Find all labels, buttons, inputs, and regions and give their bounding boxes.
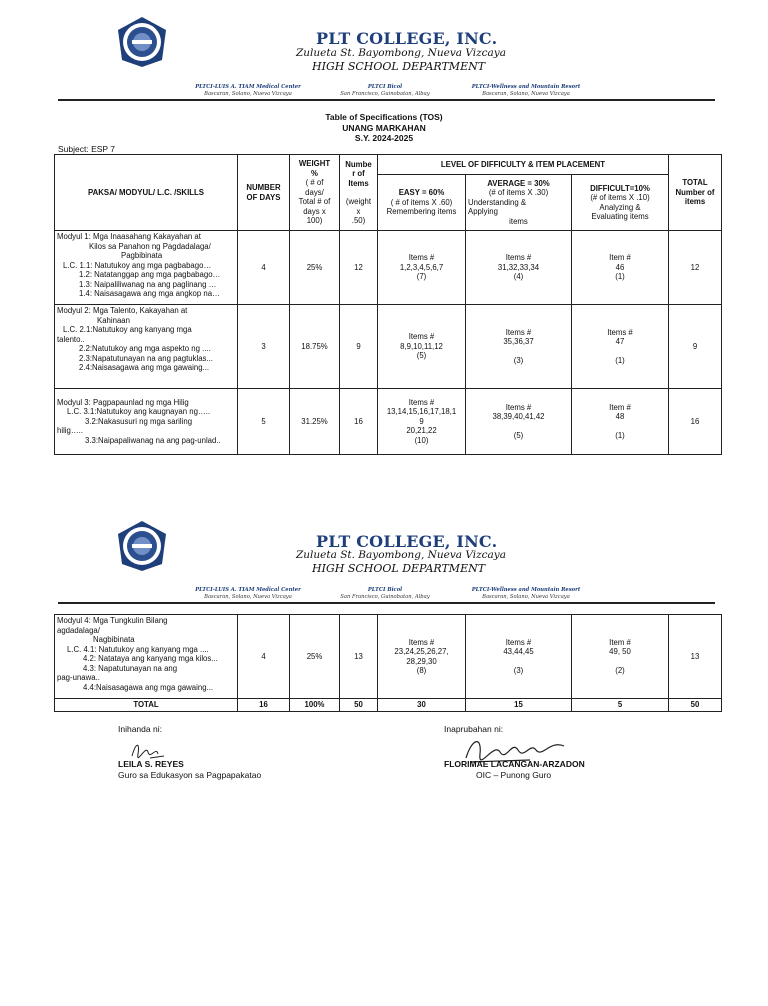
table-row-total (55, 699, 722, 712)
difficult-cell: Items # 47 (1) (572, 305, 669, 389)
tos-heading (0, 112, 768, 144)
table-row-modyul-4 (55, 615, 722, 699)
tos-table-part-1 (54, 154, 722, 455)
college-name: PLT COLLEGE, INC. (316, 532, 498, 551)
easy-cell: Items # 23,24,25,26,27, 28,29,30 (8) (378, 615, 466, 699)
difficult-cell: Item # 49, 50 (2) (572, 615, 669, 699)
table-row-modyul-2 (55, 305, 722, 389)
difficult-cell: Item # 46 (1) (572, 231, 669, 305)
col-difficult-header: DIFFICULT=10% (# of items X .10) Analyzing & Evaluating items (572, 175, 669, 231)
col-easy-header: EASY = 60% ( # of items X .60) Remembering items (378, 175, 466, 231)
weight-cell: 31.25% (290, 389, 340, 455)
paksa-cell: Modyul 1: Mga Inaasahang Kakayahan at Kilos sa Panahon ng Pagdadalaga/ Pagbibinata L.C. 1.1: Natutukoy ang mga pagbabago… 1.2: Natatanggap ang mga pagbabago… 1.3: Naipaliliwanag na ang paglinang … 1.4: Naisasagawa ang mga angkop na… (55, 231, 238, 305)
header-divider (58, 602, 715, 604)
table-row-modyul-3 (55, 389, 722, 455)
days-cell: 4 (238, 615, 290, 699)
paksa-cell: Modyul 2: Mga Talento, Kakayahan at Kahinaan L.C. 2.1:Natutukoy ang kanyang mga talento.. 2.2:Natutukoy ang mga aspekto ng .... 2.3:Napatutunayan na ang pagtuklas... 2.4:Naisasagawa ang mga gawaing... (55, 305, 238, 389)
branch-2 (330, 587, 440, 601)
prepared-by-label: Inihanda ni: (118, 724, 162, 734)
average-cell: Items # 38,39,40,41,42 (5) (466, 389, 572, 455)
tos-quarter: UNANG MARKAHAN (342, 122, 426, 133)
college-seal-logo (116, 520, 168, 572)
department-name: HIGH SCHOOL DEPARTMENT (312, 60, 486, 73)
subject-label: Subject: ESP 7 (58, 144, 116, 154)
total-cell: 13 (669, 615, 722, 699)
total-easy-cell: 30 (378, 699, 466, 712)
header-row-1 (55, 155, 722, 175)
paksa-cell: Modyul 4: Mga Tungkulin Bilang agdadalaga/ Nagbibinata L.C. 4.1: Natutukoy ang kanyang mga .... 4.2: Natataya ang kanyang mga kilos... 4.3: Napatutunayan na ang pag-unawa.. 4.4:Naisasagawa ang mga gawaing... (55, 615, 238, 699)
college-address: Zulueta St. Bayombong, Nueva Vizcaya (296, 549, 506, 561)
prepared-by-title: Guro sa Edukasyon sa Pagpapakatao (118, 770, 262, 780)
easy-cell: Items # 8,9,10,11,12 (5) (378, 305, 466, 389)
items-cell: 16 (340, 389, 378, 455)
branch-name: PLTCI-Wellness and Mountain Resort (471, 587, 581, 593)
approved-by-name: FLORIMAE LACANGAN-ARZADON (444, 759, 585, 769)
days-cell: 5 (238, 389, 290, 455)
items-cell: 12 (340, 231, 378, 305)
branch-address: Bascaran, Solano, Nueva Vizcaya (482, 91, 570, 97)
col-items-header: Numbe r of Items (weight x .50) (340, 155, 378, 231)
total-days-cell: 16 (238, 699, 290, 712)
branch-name: PLTCI Bicol (367, 84, 403, 90)
page-2 (0, 500, 768, 1006)
tos-table-part-2 (54, 614, 722, 712)
total-label-cell: TOTAL (55, 699, 238, 712)
weight-cell: 25% (290, 615, 340, 699)
branch-address: San Francisco, Guinobatan, Albay (340, 594, 430, 600)
total-cell: 9 (669, 305, 722, 389)
prepared-by-name: LEILA S. REYES (118, 759, 184, 769)
branch-name: PLTCI Bicol (367, 587, 403, 593)
weight-cell: 18.75% (290, 305, 340, 389)
total-weight-cell: 100% (290, 699, 340, 712)
items-cell: 9 (340, 305, 378, 389)
col-average-header: AVERAGE = 30% (# of items X .30) Understanding & Applying items (466, 175, 572, 231)
days-cell: 3 (238, 305, 290, 389)
total-average-cell: 15 (466, 699, 572, 712)
table-row-modyul-1 (55, 231, 722, 305)
branch-2 (330, 84, 440, 98)
college-name: PLT COLLEGE, INC. (316, 29, 498, 48)
total-total-cell: 50 (669, 699, 722, 712)
easy-cell: Items # 13,14,15,16,17,18,1 9 20,21,22 (10) (378, 389, 466, 455)
branch-address: Bascaran, Solano, Nueva Vizcaya (482, 594, 570, 600)
col-weight-header: WEIGHT % ( # of days/ Total # of days x 100) (290, 155, 340, 231)
page-1 (0, 0, 768, 500)
approved-by-label: Inaprubahan ni: (444, 724, 504, 734)
department-name: HIGH SCHOOL DEPARTMENT (312, 562, 486, 575)
tos-school-year: S.Y. 2024-2025 (354, 133, 414, 143)
branch-3 (468, 587, 584, 601)
easy-cell: Items # 1,2,3,4,5,6,7 (7) (378, 231, 466, 305)
col-total-header: TOTAL Number of items (669, 155, 722, 231)
average-cell: Items # 31,32,33,34 (4) (466, 231, 572, 305)
paksa-cell: Modyul 3: Pagpapaunlad ng mga Hilig L.C. 3.1:Natutukoy ang kaugnayan ng….. 3.2:Nakasusuri ng mga sariling hilig….. 3.3:Naipapaliwanag na ang pag-unlad.. (55, 389, 238, 455)
col-paksa-header: PAKSA/ MODYUL/ L.C. /SKILLS (55, 155, 238, 231)
col-days-header: NUMBER OF DAYS (238, 155, 290, 231)
weight-cell: 25% (290, 231, 340, 305)
tos-title: Table of Specifications (TOS) (325, 112, 443, 122)
branch-3 (468, 84, 584, 98)
branch-1 (186, 587, 310, 601)
branch-name: PLTCI-LUIS A. TIAM Medical Center (195, 84, 301, 90)
approved-by-title: OIC – Punong Guro (476, 770, 552, 780)
branch-address: San Francisco, Guinobatan, Albay (340, 91, 430, 97)
header-divider (58, 99, 715, 101)
branch-name: PLTCI-Wellness and Mountain Resort (471, 84, 581, 90)
level-of-difficulty-header: LEVEL OF DIFFICULTY & ITEM PLACEMENT (378, 155, 669, 175)
average-cell: Items # 43,44,45 (3) (466, 615, 572, 699)
college-seal-logo (116, 16, 168, 68)
college-address: Zulueta St. Bayombong, Nueva Vizcaya (296, 47, 506, 59)
total-cell: 12 (669, 231, 722, 305)
total-difficult-cell: 5 (572, 699, 669, 712)
branch-address: Bascaran, Solano, Nueva Vizcaya (204, 594, 292, 600)
total-items-cell: 50 (340, 699, 378, 712)
items-cell: 13 (340, 615, 378, 699)
average-cell: Items # 35,36,37 (3) (466, 305, 572, 389)
days-cell: 4 (238, 231, 290, 305)
difficult-cell: Item # 48 (1) (572, 389, 669, 455)
branch-address: Bascaran, Solano, Nueva Vizcaya (204, 91, 292, 97)
branch-1 (186, 84, 310, 98)
branch-name: PLTCI-LUIS A. TIAM Medical Center (195, 587, 301, 593)
total-cell: 16 (669, 389, 722, 455)
